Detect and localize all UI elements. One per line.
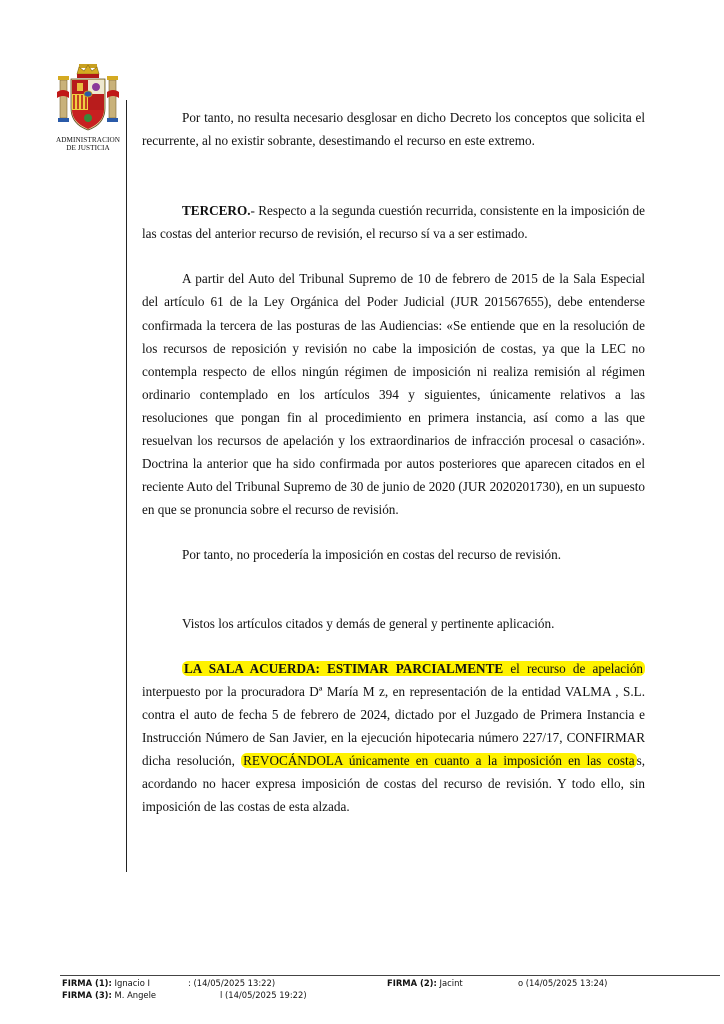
paragraph-3: A partir del Auto del Tribunal Supremo de 10 de febrero de 2015 de la Sala Especial del artículo 61 de la Ley Orgánica del Poder Judicial (JUR 201567655), debe entenderse confirmada la tercera de las posturas de las Audiencias: «Se entiende que en la resolución de los recursos de reposición y revisión no cabe la imposición de costas, ya que la LEC no contempla respecto de ellos ningún régimen de imposición ni realiza remisión al régimen ordinario contemplado en los artículos 394 y siguientes, únicamente relativos a las resoluciones que pongan fin al procedimiento en primera instancia, así como a las que resuelvan los recursos de apelación y los extraordinarios de infracción procesal o casación». Doctrina la anterior que ha sido confirmada por autos posteriores que aparecen citados en el reciente Auto del Tribunal Supremo de 30 de junio de 2020 (JUR 2020201730), en un supuesto en que se pronuncia sobre el recurso de revisión. [142, 271, 645, 518]
logo-line-2: DE JUSTICIA [66, 144, 110, 152]
signature-2 [387, 978, 463, 988]
ruling-text-1: interpuesto por la procuradora Dª María M z, en representación de la entidad VALMA , S.L. contra el auto de fecha 5 de febrero de 2024, dictado por el Juzgado de Primera Instancia e Instrucción Número de San Javier, en la ejecución hipotecaria número 227/17, CONFIRMAR dicha resolución, [142, 683, 645, 768]
logo-line-1: ADMINISTRACION [55, 136, 121, 144]
signature-3-label: FIRMA (3): [62, 990, 112, 1000]
coat-of-arms-logo [52, 62, 124, 152]
paragraph-tercero-text: - Respecto a la segunda cuestión recurrida, consistente en la imposición de las costas del anterior recurso de revisión, el recurso sí va a ser estimado. [142, 203, 645, 242]
logo-caption [52, 136, 124, 152]
signature-1-date: : (14/05/2025 13:22) [188, 978, 276, 988]
signature-1-name: Ignacio I [114, 978, 150, 988]
footer-divider [60, 975, 720, 976]
ruling-paragraph [142, 657, 645, 819]
ruling-text-2: s, acordando no hacer expresa imposición de costas del recurso de revisión. Y todo ello, sin imposición de las costas de esta alzada. [142, 752, 645, 815]
ruling-heading: LA SALA ACUERDA: ESTIMAR PARCIALMENTE [184, 660, 504, 676]
margin-rule [126, 100, 127, 872]
signature-2-name: Jacint [439, 978, 463, 988]
signature-2-date: o (14/05/2025 13:24) [518, 978, 608, 988]
paragraph-tercero [142, 199, 645, 245]
ruling-highlight-text: el recurso de apelación [503, 660, 644, 676]
signature-1-label: FIRMA (1): [62, 978, 112, 988]
paragraph-4: Por tanto, no procedería la imposición en costas del recurso de revisión. [182, 547, 562, 563]
paragraph-5: Vistos los artículos citados y demás de general y pertinente aplicación. [182, 615, 555, 631]
signature-3-name: M. Angele [114, 990, 157, 1000]
paragraph-1: Por tanto, no resulta necesario desglosar en dicho Decreto los conceptos que solicita el recurrente, al no existir sobrante, desestimando el recurso en este extremo. [142, 110, 645, 149]
signature-1 [62, 978, 150, 988]
coat-of-arms-icon [55, 62, 121, 134]
signature-3-date: l (14/05/2025 19:22) [220, 990, 307, 1000]
signature-2-label: FIRMA (2): [387, 978, 437, 988]
highlight-revocandola: REVOCÁNDOLA únicamente en cuanto a la imposición en las costa [243, 752, 635, 768]
document-body [142, 106, 645, 818]
signature-3 [62, 990, 156, 1000]
section-heading: TERCERO. [182, 203, 251, 219]
highlight-ruling [182, 661, 645, 676]
